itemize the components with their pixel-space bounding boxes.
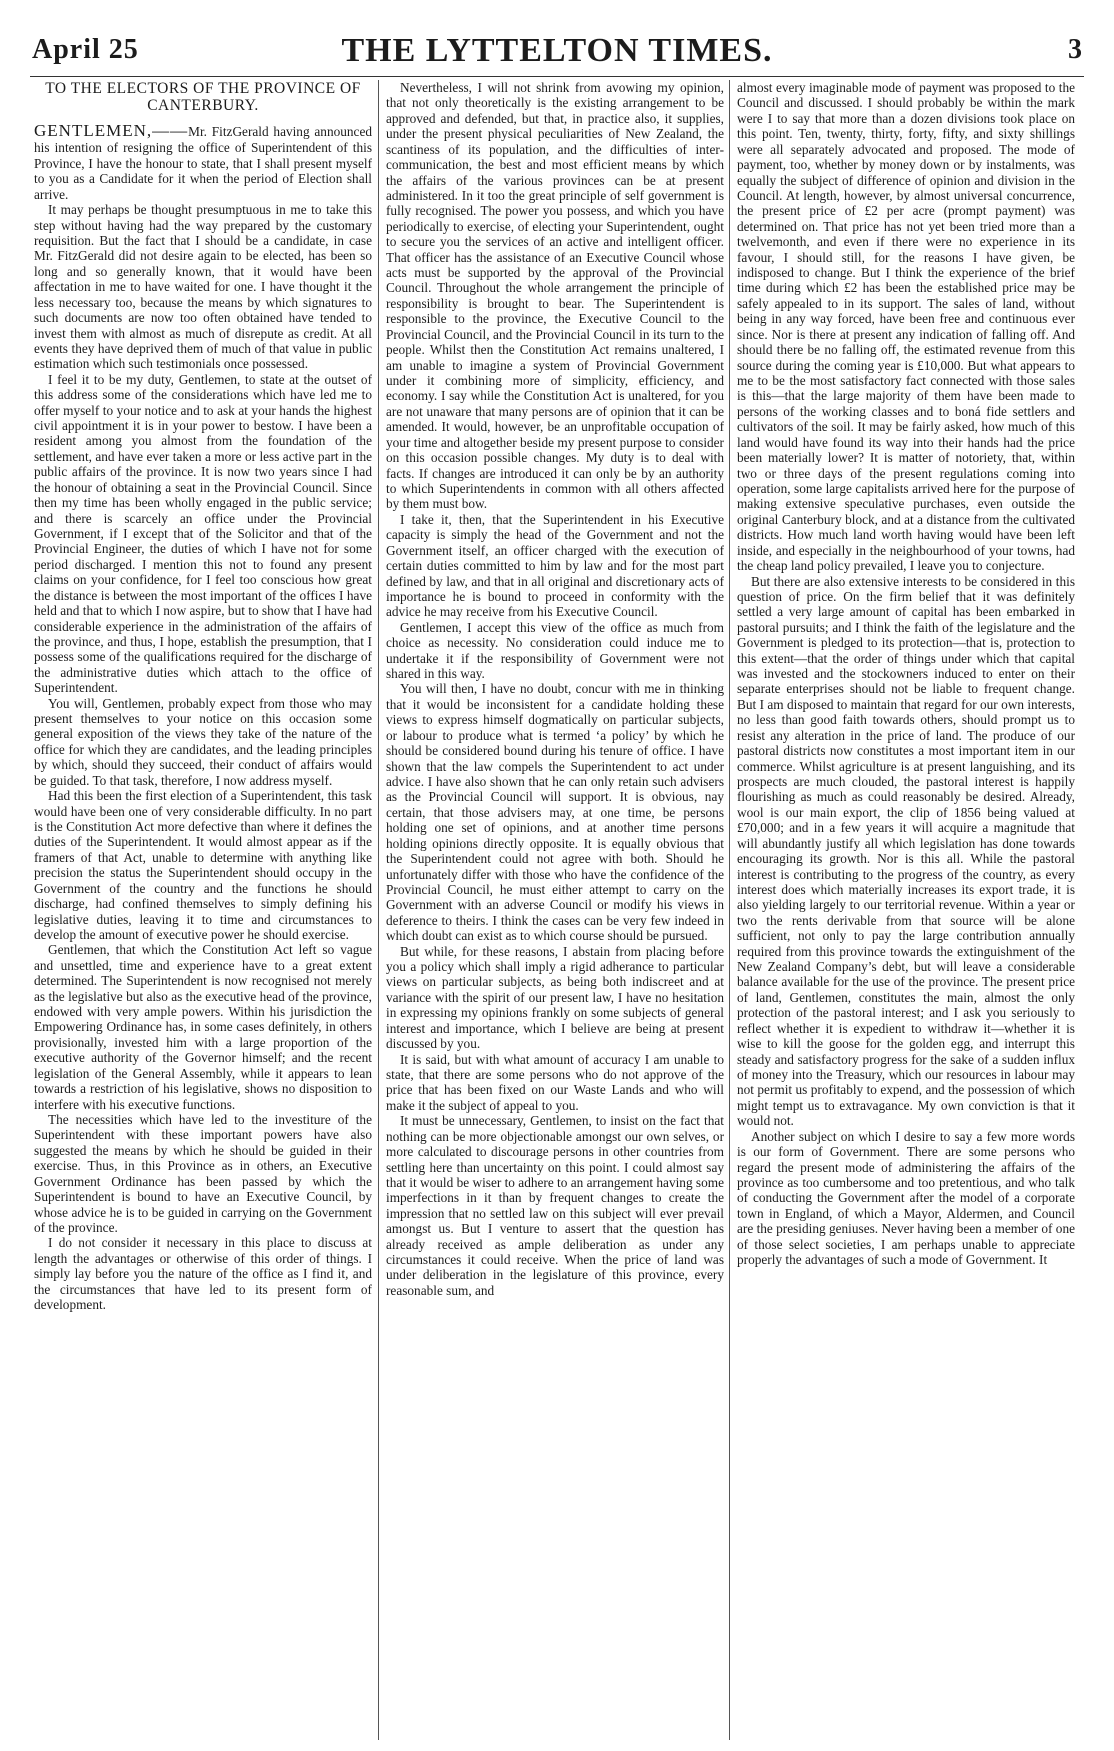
paragraph: I do not consider it necessary in this place to discuss at length the advantages or otherwise of this order of things. I simply lay before you the nature of the office as I find it, and the circumstances that have led to its present form of development. xyxy=(34,1235,372,1313)
paragraph: Mr. FitzGerald having announced his intention of resigning the office of Superintendent of this Province, I have the honour to state, that I shall present myself to you as a Candidate for it when the period of Election shall arrive. xyxy=(34,123,372,202)
paragraph: It is said, but with what amount of accuracy I am unable to state, that there are some persons who do not approve of the price that has been fixed on our Waste Lands and who will make it the subject of appeal to you. xyxy=(386,1051,724,1113)
salutation: GENTLEMEN,—— xyxy=(34,120,189,140)
issue-date: April 25 xyxy=(32,34,139,65)
paragraph: It may perhaps be thought presumptuous in me to take this step without having had the way prepared by the customary requisition. But the fact that I should be a candidate, in case Mr. FitzGerald did not desire again to be elected, has been so long and so generally known, that it would have been affectation in me to have waited for one. I have thought it the less necessary too, because the means by which signatures to such documents are now too often obtained have tended to invest them with almost as much of disrepute as credit. At all events they have deprived them of much of that value in public estimation which such testimonials once possessed. xyxy=(34,202,372,372)
column-divider xyxy=(378,80,379,1740)
column-1 xyxy=(34,80,372,1740)
salutation-paragraph xyxy=(34,121,372,202)
paragraph: Had this been the first election of a Superintendent, this task would have been one of very considerable difficulty. In no part is the Constitution Act more defective than where it defines the duties of the Superintendent. It would almost appear as if the framers of that Act, unable to determine with anything like precision the status the Superintendent should occupy in the Government of the country and the functions he should discharge, had confined themselves to simply defining his legislative duties, leaving it to time and circumstances to develop the amount of executive power he should exercise. xyxy=(34,788,372,942)
paragraph: Nevertheless, I will not shrink from avowing my opinion, that not only theoretically is the existing arrangement to be approved and defended, but that, in practice also, it supplies, under the present physical peculiarities of New Zealand, the scantiness of its population, and the difficulties of inter-communication, the best and most efficient means by which the affairs of the various provinces can be at present administered. In it too the great principle of self government is fully recognised. The power you possess, and which you have periodically to exercise, of electing your Superintendent, ought to secure you the services of an active and intelligent officer. That officer has the assistance of an Executive Council whose acts must be supported by the approval of the Provincial Council. Throughout the whole arrangement the principle of responsibility is brought to bear. The Superintendent is responsible to the province, the Executive Council to the Provincial Council, and the Provincial Council in its turn to the people. Whilst then the Constitution Act remains unaltered, I am unable to imagine a system of Provincial Government under it combining more of simplicity, efficiency, and economy. I say while the Constitution Act is unaltered, for you are not unaware that many persons are of opinion that it can be amended. It would, however, be an unprofitable occupation of your time and altogether beside my present purpose to consider on this occasion possible changes. My duty is to deal with facts. If changes are introduced it can only be by an authority to which Superintendents in common with all others affected by them must bow. xyxy=(386,80,724,512)
paragraph: You will, Gentlemen, probably expect from those who may present themselves to your notice on this occasion some general exposition of the views they take of the nature of the office for which they are candidates, and the leading principles by which, should they succeed, their conduct of affairs would be guided. To that task, therefore, I now address myself. xyxy=(34,695,372,788)
paragraph: I feel it to be my duty, Gentlemen, to state at the outset of this address some of the considerations which have led me to offer myself to your notice and to ask at your hands the highest civil appointment it is in your power to bestow. I have been a resident among you almost from the foundation of the settlement, and have ever taken a more or less active part in the public affairs of the province. It is now two years since I had the honour of obtaining a seat in the Provincial Council. Since then my time has been wholly engaged in the public service; and there is scarcely an office under the Provincial Government, if I except that of the Solicitor and that of the Provincial Engineer, the duties of which I have not for some period discharged. I mention this not to found any present claims on your confidence, for I feel too conscious how great the distance is between the most important of the offices I have held and that to which I now aspire, but to show that I have had considerable experience in the administration of the affairs of the province, and thus, I hope, establish the presumption, that I possess some of the qualifications required for the discharge of the administrative duties which attach to the office of Superintendent. xyxy=(34,371,372,696)
paragraph: almost every imaginable mode of payment was proposed to the Council and discussed. I should probably be within the mark were I to say that more than a dozen divisions took place on this point. Ten, twenty, thirty, forty, fifty, and sixty shillings were all separately advocated and proposed. The mode of payment, too, whether by money down or by instalments, was equally the subject of difference of opinion and division in the Council. At length, however, by almost universal concurrence, the present price of £2 per acre (prompt payment) was determined on. That price has not yet been tried more than a twelvemonth, and even if there were no experience in its favour, I should still, for the reasons I have given, be indisposed to change. But I think the experience of the brief time during which £2 has been the established price may be safely appealed to in its support. The sales of land, without being in any way forced, have been free and continuous ever since. Nor is there at present any indication of falling off. And should there be no falling off, the estimated revenue from this source during the coming year is £10,000. But what appears to me to be the most satisfactory fact connected with those sales is this—that the large majority of them have been made to persons of the working classes and to boná fide settlers and cultivators of the soil. It may be fairly asked, how much of this land would have found its way into their hands had the price been materially lower? It is matter of notoriety, that, within two or three days of the present regulations coming into operation, some large capitalists arrived here for the purpose of making extensive speculative purchases, even outside the original Canterbury block, and at a distance from the cultivated districts. How much land worth having would have been left inside, and especially in the neighbourhood of your towns, had the cheap land policy prevailed, I leave you to conjecture. xyxy=(737,80,1075,574)
paragraph: Gentlemen, I accept this view of the office as much from choice as necessity. No consideration could induce me to undertake it if the responsibility of Government were not shared in this way. xyxy=(386,619,724,682)
paragraph: You will then, I have no doubt, concur with me in thinking that it would be inconsistent for a candidate holding these views to express himself dogmatically on particular subjects, or labour to produce what is termed ‘a policy’ by which he should be considered bound during his tenure of office. I have shown that the law compels the Superintendent to act under advice. I have also shown that he can only retain such advisers as the Provincial Council will support. It is obvious, nay certain, that those advisers may, at one time, be persons holding one set of opinions, and at another time persons holding opinions directly opposite. It is equally obvious that the Superintendent could not agree with both. Should he unfortunately differ with those who have the confidence of the Provincial Council, he must either attempt to carry on the Government with an adverse Council or modify his views in deference to theirs. I think the cases can be very few indeed in which doubt can exist as to which course should be pursued. xyxy=(386,681,724,944)
article-heading: TO THE ELECTORS OF THE PROVINCE OF CANTERBURY. xyxy=(45,80,361,115)
page-header xyxy=(32,34,1082,78)
paragraph: Another subject on which I desire to say a few more words is our form of Government. There are some persons who regard the present mode of administering the affairs of the province as too cumbersome and too pretentious, and who talk of conducting the Government after the model of a corporate town in England, of which a Mayor, Aldermen, and Council are the presiding geniuses. Never having been a member of one of those select societies, I am perhaps unable to appreciate properly the advantages of such a mode of Government. It xyxy=(737,1128,1075,1268)
paragraph: The necessities which have led to the investiture of the Superintendent with these important powers have also suggested the means by which he should be guided in their exercise. Thus, in this Province as in others, an Executive Government Ordinance has been passed by which the Superintendent is bound to have an Executive Council, by whose advice he is to be guided in carrying on the Government of the province. xyxy=(34,1112,372,1235)
paragraph: I take it, then, that the Superintendent in his Executive capacity is simply the head of the Government and not the Government itself, an officer charged with the execution of certain duties committed to him by law and for the most part defined by law, and that in all original and discretionary acts of importance he is bound to proceed in conformity with the advice he may receive from his Executive Council. xyxy=(386,511,724,620)
paragraph: Gentlemen, that which the Constitution Act left so vague and unsettled, time and experience have to a great extent determined. The Superintendent is now recognised not merely as the legislative but also as the executive head of the province, endowed with very ample powers. Within his jurisdiction the Empowering Ordinance has, in some cases definitely, in others provisionally, invested him with a large proportion of the executive authority of the Governor himself; and the recent legislation of the General Assembly, while it appears to lean towards a restriction of his legislative, shows no disposition to interfere with his executive functions. xyxy=(34,942,372,1112)
paragraph: It must be unnecessary, Gentlemen, to insist on the fact that nothing can be more objectionable amongst our own selves, or more calculated to discourage persons in other countries from settling here than uncertainty on this point. I could almost say that it would be wiser to adhere to an arrangement having some imperfections in it than by frequent changes to create the impression that no settled law on this subject will ever prevail amongst us. But I venture to assert that the question has already received as ample deliberation as under any circumstances it could receive. When the price of land was under deliberation in the legislature of this province, every reasonable sum, and xyxy=(386,1113,724,1298)
column-3 xyxy=(737,80,1075,1740)
column-divider xyxy=(729,80,730,1740)
masthead-title: THE LYTTELTON TIMES. xyxy=(341,32,773,69)
header-rule xyxy=(30,76,1084,77)
paragraph: But there are also extensive interests to be considered in this question of price. On the firm belief that it was definitely settled a very large amount of capital has been embarked in pastoral pursuits; and I think the faith of the legislature and the Government is pledged to its protection—that is, protection to this extent—that the order of things under which that capital was invested and the stockowners induced to enter on their separate enterprises should not be liable to frequent change. But I am disposed to maintain that regard for our own interests, no less than good faith towards others, should prompt us to resist any alteration in the price of land. The produce of our pastoral districts now constitutes a most important item in our commerce. Whilst agriculture is at present languishing, and its prospects are much clouded, the pastoral interest is happily flourishing as much as could reasonably be desired. Already, wool is our main export, the clip of 1856 being valued at £70,000; and in a few years it will acquire a magnitude that will abundantly justify all which legislation has done towards encouraging its growth. Nor is this all. While the pastoral interest is contributing to the progress of the country, as every interest does which materially increases its export trade, it is also yielding largely to our territorial revenue. Within a year or two the rents derivable from that source will be alone sufficient, not only to pay the large contribution annually required from this province towards the extinguishment of the New Zealand Company’s debt, but will leave a considerable balance available for the use of the province. The present price of land, Gentlemen, constitutes the main, almost the only protection of the pastoral interest; and I ask you seriously to reflect whether it is expedient to withdraw it—whether it is wise to kill the goose for the golden egg, and interrupt this steady and satisfactory progress for the sake of a sudden influx of money into the Treasury, which our resources in labour may not permit us profitably to expend, and the possession of which might tempt us to extravagance. My own conviction is that it would not. xyxy=(737,573,1075,1129)
column-2 xyxy=(386,80,724,1740)
page-number: 3 xyxy=(1068,34,1082,65)
paragraph: But while, for these reasons, I abstain from placing before you a policy which shall imply a rigid adherance to particular views on particular subjects, as being both indiscreet and at variance with the spirit of our present law, I have no hesitation in expressing my opinions frankly on some subjects of general interest and importance, which I believe are being at present discussed by you. xyxy=(386,943,724,1052)
